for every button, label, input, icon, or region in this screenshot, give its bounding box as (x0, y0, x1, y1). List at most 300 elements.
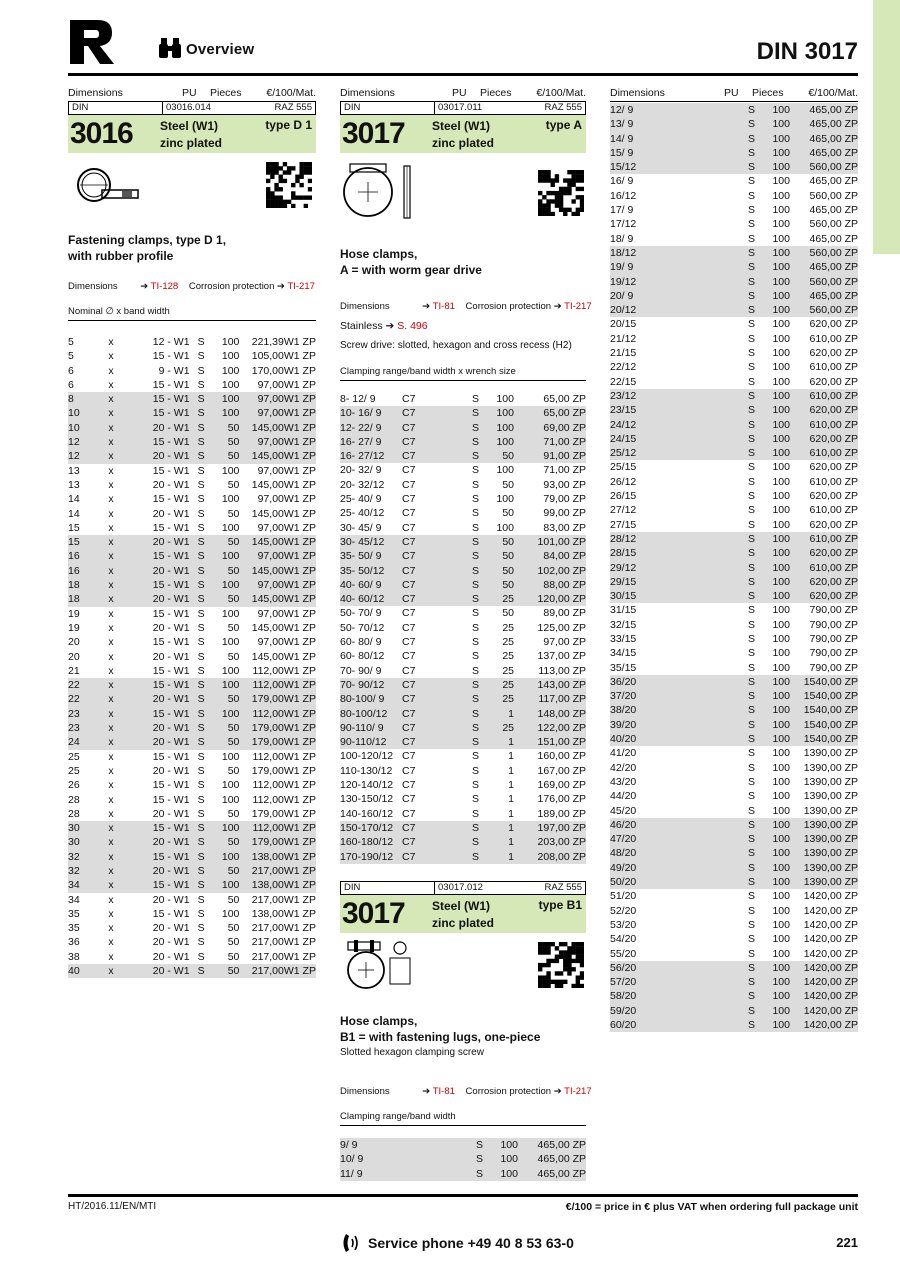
table-cell: 57/20 (610, 975, 748, 989)
table-cell: 100 (770, 389, 790, 403)
table-cell: 54/20 (610, 933, 637, 946)
table-row (68, 907, 316, 921)
table-cell: 19 (68, 621, 80, 634)
table-cell: S (748, 818, 770, 832)
table-cell: 100 (770, 561, 790, 575)
table-row (610, 789, 858, 803)
table-cell: S (476, 1167, 498, 1181)
table-cell: 30- 45/12 (340, 535, 402, 549)
table-cell: W1 ZP (283, 707, 316, 720)
table-cell: 36 (68, 936, 80, 949)
table-cell: S (748, 1004, 770, 1018)
page-number: 221 (836, 1235, 858, 1250)
table-cell: 48/20 (610, 846, 748, 860)
table-cell: S (198, 835, 217, 849)
table-cell: 50 (502, 607, 514, 620)
table-cell: C7 (402, 621, 416, 634)
table-cell: W1 ZP (283, 521, 316, 534)
table-cell: W1 ZP (283, 907, 316, 920)
table-cell: 112,00 (252, 750, 284, 763)
table-cell: 101,00 ZP (514, 535, 586, 549)
table-cell: W1 ZP (283, 464, 316, 477)
table-row (610, 289, 858, 303)
table-cell: 100 (772, 775, 790, 788)
table-row (340, 835, 586, 849)
table-cell: 148,00 ZP (514, 707, 586, 721)
din-bar (340, 881, 586, 895)
table-cell: 16- 27/ 9 (340, 435, 402, 449)
header-price: €/100/Mat. (536, 87, 586, 99)
table-cell: 100 (772, 347, 790, 360)
table-cell: 30/15 (610, 589, 748, 603)
table-cell: S (748, 146, 770, 160)
table-cell: W1 ZP (283, 336, 316, 348)
table-cell: S (472, 421, 494, 435)
table-cell: 20 - W1 (152, 478, 190, 491)
table-cell: 117,00 ZP (514, 692, 586, 706)
product-number: 3017 (342, 897, 405, 930)
table-cell: 50 (494, 564, 514, 578)
table-cell: 34 (68, 878, 108, 892)
table-cell: 170-190/12 (340, 850, 402, 864)
material (160, 118, 222, 152)
table-cell: W1 ZP (283, 822, 316, 835)
table-cell: 65,00 ZP (514, 406, 586, 420)
table-cell: W1 ZP (283, 607, 316, 620)
table-row (610, 675, 858, 689)
table-row (340, 492, 586, 506)
bottom-divider (68, 1194, 858, 1197)
table-cell: 100 (772, 361, 790, 374)
table-cell: W1 ZP (283, 579, 316, 592)
table-row (610, 632, 858, 646)
table-cell: S (476, 1152, 498, 1166)
table-cell: 15 - W1 (152, 664, 190, 677)
table-cell: 189,00 ZP (537, 807, 586, 820)
table-row (610, 832, 858, 846)
table-cell: 20 - W1 (152, 936, 190, 949)
table-cell: 100 (772, 204, 790, 217)
table-cell: 100 (494, 435, 514, 449)
table-row (610, 346, 858, 360)
table-cell: S (748, 632, 756, 645)
header-pu: PU (452, 87, 467, 99)
table-cell: 14 (68, 507, 80, 520)
phone-icon (340, 1233, 362, 1253)
table-cell: 197,00 ZP (514, 821, 586, 835)
table-cell: 100 (770, 961, 790, 975)
table-row (68, 535, 316, 549)
table-row (610, 989, 858, 1003)
table-cell: 100 (770, 732, 790, 746)
table-cell: 100 (221, 636, 240, 649)
table-cell: S (197, 807, 205, 820)
table-cell: S (198, 535, 217, 549)
table-cell: 18/12 (610, 246, 748, 260)
table-cell: 217,00 (251, 893, 284, 906)
table-cell: 22 (68, 678, 108, 692)
table-cell: 100 (770, 132, 790, 146)
table-cell: 97,00 (239, 578, 283, 592)
table-cell: 8 (68, 392, 108, 406)
table-cell: S (472, 692, 494, 706)
table-cell: 20 - W1 (136, 735, 198, 749)
corrosion-ref-link[interactable]: TI-217 (564, 301, 592, 312)
table-cell: 105,00 (251, 350, 284, 363)
table-cell: S (197, 493, 205, 506)
table-cell: 1390,00 ZP (790, 846, 858, 860)
table-cell: x (108, 449, 135, 463)
table-row (610, 303, 858, 317)
table-cell: 100 (770, 718, 790, 732)
table-cell: 50 (227, 950, 240, 963)
table-row (610, 746, 858, 760)
table-cell: 1 (508, 779, 514, 792)
table-cell: 100 (770, 546, 790, 560)
table-cell: W1 ZP (283, 564, 316, 577)
dimensions-ref-link[interactable]: TI-81 (432, 1086, 455, 1097)
qr-code-3017-b[interactable] (538, 942, 584, 988)
table-row (610, 661, 858, 675)
table-cell: C7 (402, 406, 472, 420)
table-cell: x (108, 793, 114, 806)
reference-line: Dimensions ➔ TI-81 Corrosion protection ➔ TI-217 (340, 1086, 592, 1097)
table-cell: S (197, 364, 205, 377)
table-cell: 36/20 (610, 675, 748, 689)
table-cell: 24/15 (610, 432, 748, 446)
table-cell: 22/15 (610, 375, 637, 388)
table-cell: 44/20 (610, 790, 637, 803)
table-cell: 790,00 ZP (809, 632, 858, 645)
table-cell: S (198, 421, 217, 435)
table-cell: 19/12 (610, 275, 748, 289)
table-cell: S (476, 1138, 498, 1152)
table-cell: S (748, 618, 756, 631)
header-dimensions: Dimensions (68, 87, 123, 99)
table-row (68, 435, 316, 449)
table-cell: 179,00 (239, 721, 283, 735)
table-cell: 56/20 (610, 961, 748, 975)
table-cell: 790,00 ZP (809, 661, 858, 674)
table-cell: 100 (770, 260, 790, 274)
table-cell: W1 ZP (283, 750, 316, 763)
corrosion-label: Corrosion protection (465, 1086, 552, 1097)
table-row (610, 203, 858, 217)
table-cell: 100 (770, 675, 790, 689)
table-row (68, 793, 316, 807)
table-cell: S (748, 375, 756, 388)
table-cell: 465,00 ZP (790, 117, 858, 131)
footer-code: HT/2016.11/EN/MTI (68, 1201, 157, 1212)
table-cell: 100 (770, 303, 790, 317)
table-cell: 25- 40/12 (340, 507, 385, 520)
table-cell: 40/20 (610, 732, 748, 746)
table-cell: 100 (221, 779, 240, 792)
table-row (610, 489, 858, 503)
table-cell: 465,00 ZP (790, 132, 858, 146)
table-cell: 620,00 ZP (809, 375, 858, 388)
table-cell: 145,00 (239, 592, 283, 606)
table-row (68, 621, 316, 635)
table-cell: C7 (402, 521, 416, 534)
table-row (68, 692, 316, 706)
dimensions-ref-link[interactable]: TI-128 (150, 281, 179, 292)
table-cell: 47/20 (610, 832, 748, 846)
table-cell: 12/ 9 (610, 103, 748, 117)
table-cell: 100 (770, 689, 790, 703)
table-cell: 465,00 ZP (809, 204, 858, 217)
table-cell: W1 ZP (283, 965, 316, 978)
table-cell: 1 (508, 764, 514, 777)
table-cell: 1390,00 ZP (790, 875, 858, 889)
table-cell: 140-160/12 (340, 807, 394, 820)
table-cell: x (108, 864, 135, 878)
table-cell: 160-180/12 (340, 835, 402, 849)
table-cell: 179,00 (251, 764, 284, 777)
table-cell: 100 (216, 392, 239, 406)
title-line2: with rubber profile (68, 249, 174, 263)
column-3016 (68, 86, 316, 153)
stainless-ref-link[interactable]: S. 496 (397, 320, 428, 332)
corrosion-ref-link[interactable]: TI-217 (287, 281, 315, 292)
table-cell: 12 (68, 435, 108, 449)
qr-code-3016[interactable] (266, 162, 312, 208)
qr-code-3017-a[interactable] (538, 170, 584, 216)
table-cell: 610,00 ZP (809, 504, 858, 517)
table-cell: 50 (494, 449, 514, 463)
table-cell: S (198, 735, 217, 749)
table-cell: 20 - W1 (152, 950, 190, 963)
table-cell: x (108, 764, 114, 777)
table-cell: 160,00 ZP (537, 750, 586, 763)
table-cell: S (472, 449, 494, 463)
corrosion-ref-link[interactable]: TI-217 (564, 1086, 592, 1097)
table-cell: 50 (227, 922, 240, 935)
table-cell: W1 ZP (283, 722, 316, 735)
table-cell: x (108, 493, 114, 506)
table-cell: C7 (402, 578, 472, 592)
table-cell: 52/20 (610, 904, 637, 917)
table-cell: 15 - W1 (152, 378, 190, 391)
table-cell: S (197, 621, 205, 634)
table-row (610, 875, 858, 889)
table-cell: 70- 90/ 9 (340, 664, 382, 677)
table-row (340, 721, 586, 735)
table-cell: x (108, 421, 135, 435)
table-3017-a (340, 392, 586, 864)
overview-link[interactable] (158, 38, 254, 58)
table-cell: 1390,00 ZP (803, 775, 858, 788)
table-cell: 100 (772, 461, 790, 474)
table-cell: x (108, 779, 114, 792)
table-cell: 125,00 ZP (537, 621, 586, 634)
table-cell: 50 (227, 621, 240, 634)
table-cell: 790,00 ZP (809, 647, 858, 660)
table-cell: 100 (770, 532, 790, 546)
table-row (340, 1138, 586, 1152)
table-cell: 100 (772, 918, 790, 931)
table-cell: 5 (68, 350, 74, 363)
table-row (68, 964, 316, 978)
din-label: DIN (341, 102, 435, 114)
table-cell: 50 (216, 535, 239, 549)
table-cell: x (108, 735, 135, 749)
table-row (610, 918, 858, 932)
table-cell: 150-170/12 (340, 821, 402, 835)
table-cell: 20 - W1 (136, 692, 198, 706)
table-cell: C7 (402, 535, 472, 549)
product-title-3016 (68, 232, 226, 264)
table-row (68, 878, 316, 892)
table-row (610, 103, 858, 117)
header-pu: PU (724, 87, 739, 99)
table-cell: 100 (494, 406, 514, 420)
table-cell: W1 ZP (283, 664, 316, 677)
table-cell: x (108, 650, 114, 663)
table-cell: C7 (402, 464, 416, 477)
table-cell: x (108, 936, 114, 949)
table-row (610, 1004, 858, 1018)
table-cell: 97,00 (239, 406, 283, 420)
table-cell: x (108, 521, 114, 534)
table-row (610, 589, 858, 603)
table-cell: 50 (494, 578, 514, 592)
table-cell: 5 (68, 336, 74, 348)
table-cell: C7 (402, 449, 472, 463)
table-cell: 50 (216, 421, 239, 435)
table-cell: x (108, 964, 135, 978)
table-cell: 100 (772, 933, 790, 946)
table-cell: S (197, 907, 205, 920)
table-cell: S (748, 890, 756, 903)
table-row (610, 861, 858, 875)
table-cell: 100 (221, 336, 240, 348)
table-row (68, 421, 316, 435)
table-cell: 18 (68, 578, 108, 592)
table-cell: 560,00 ZP (790, 303, 858, 317)
table-cell: x (108, 664, 114, 677)
title-line2: B1 = with fastening lugs, one-piece (340, 1030, 541, 1044)
table-row (610, 160, 858, 174)
table-cell: 100 (772, 175, 790, 188)
table-cell: 97,00 (257, 607, 284, 620)
table-cell: 1390,00 ZP (803, 747, 858, 760)
table-cell: 620,00 ZP (809, 347, 858, 360)
product-title-3017-a (340, 246, 482, 278)
table-row (610, 432, 858, 446)
table-row (340, 649, 586, 663)
table-cell: 50 (502, 507, 514, 520)
table-cell: 97,00 ZP (543, 636, 586, 649)
table-cell: S (748, 275, 770, 289)
table-cell: 15 - W1 (136, 549, 198, 563)
table-cell: W1 ZP (283, 593, 316, 606)
table-row (610, 518, 858, 532)
table-cell: S (748, 260, 770, 274)
material-line1: Steel (W1) (432, 119, 491, 133)
table-cell: 45/20 (610, 804, 637, 817)
table-cell: 100 (221, 378, 240, 391)
table-cell: 50 (216, 592, 239, 606)
table-cell: 91,00 ZP (514, 449, 586, 463)
table-row (340, 435, 586, 449)
table-row (340, 549, 586, 563)
table-row (68, 406, 316, 420)
table-row (340, 506, 586, 520)
table-cell: x (108, 364, 114, 377)
dimensions-ref-link[interactable]: TI-81 (432, 301, 455, 312)
table-row (610, 146, 858, 160)
table-cell: 560,00 ZP (790, 246, 858, 260)
table-row (68, 650, 316, 664)
table-cell: 610,00 ZP (809, 332, 858, 345)
table-cell: 20 (68, 636, 80, 649)
table-cell: x (108, 893, 114, 906)
table-cell: S (748, 575, 770, 589)
table-cell: 100 (221, 664, 240, 677)
table-cell: S (472, 621, 480, 634)
table-cell: 16- 27/12 (340, 449, 402, 463)
table-row (68, 721, 316, 735)
table-cell: 9 - W1 (158, 364, 190, 377)
dimensions-label: Dimensions (340, 301, 390, 312)
table-cell: x (108, 692, 135, 706)
table-cell: 18 (68, 592, 108, 606)
table-row (340, 478, 586, 492)
table-cell: 69,00 ZP (514, 421, 586, 435)
table-cell: 25 (494, 692, 514, 706)
table-cell: S (472, 607, 480, 620)
table-cell: W1 ZP (283, 350, 316, 363)
table-cell: 25 (502, 664, 514, 677)
table-cell: W1 ZP (283, 364, 316, 377)
table-cell: x (108, 750, 114, 763)
table-row (68, 364, 316, 378)
table-cell: 620,00 ZP (790, 546, 858, 560)
header-price: €/100/Mat. (808, 87, 858, 99)
table-cell: 90-110/12 (340, 735, 402, 749)
table-cell: 22 (68, 692, 108, 706)
table-cell: 179,00 (239, 735, 283, 749)
table-cell: S (472, 764, 480, 777)
table-cell: S (748, 504, 756, 517)
table-cell: W1 ZP (283, 378, 316, 391)
table-cell: 120,00 ZP (514, 592, 586, 606)
service-phone[interactable] (340, 1233, 574, 1253)
table-row (610, 889, 858, 903)
corrosion-label: Corrosion protection (465, 301, 552, 312)
table-cell: 8- 12/ 9 (340, 393, 376, 405)
table-cell: 20 - W1 (136, 592, 198, 606)
table-cell: S (748, 961, 770, 975)
table-cell: 1540,00 ZP (790, 718, 858, 732)
table-cell: S (472, 636, 480, 649)
table-cell: S (197, 779, 205, 792)
table-cell: 1 (508, 750, 514, 763)
table-cell: S (197, 893, 205, 906)
table-cell: 100 (216, 821, 239, 835)
table-cell: S (472, 707, 494, 721)
table-cell: 20 - W1 (136, 449, 198, 463)
material-line2: zinc plated (432, 916, 495, 930)
price-note: €/100 = price in € plus VAT when ordering full package unit (565, 1201, 858, 1213)
table-cell: 12- 22/ 9 (340, 421, 402, 435)
table-cell: 20 - W1 (152, 922, 190, 935)
table-cell: 620,00 ZP (809, 518, 858, 531)
table-cell: S (197, 521, 205, 534)
table-cell: 138,00 (239, 850, 283, 864)
table-cell: W1 ZP (283, 950, 316, 963)
